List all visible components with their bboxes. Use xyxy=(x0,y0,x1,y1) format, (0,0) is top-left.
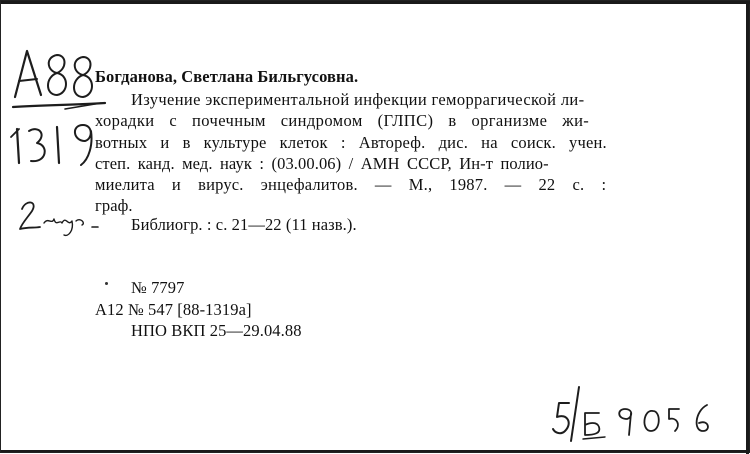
title-line-6: граф. xyxy=(95,196,133,215)
handwritten-copies-note xyxy=(16,197,106,239)
record-number: № 7797 xyxy=(131,278,185,297)
title-line-3: вотных и в культуре клеток : Автореф. дис. на соиск. учен. xyxy=(95,133,607,152)
title-line-5: миелита и вирус. энцефалитов. — М., 1987. — 22 с. : xyxy=(95,175,607,194)
card-bottom-edge xyxy=(1,450,750,452)
author-name: Богданова, Светлана Бильгусовна. xyxy=(95,67,359,86)
ink-dot xyxy=(105,282,108,285)
catalog-code: А12 № 547 [88-1319а] xyxy=(95,300,252,319)
title-line-2: хорадки с почечным синдромом (ГЛПС) в организме жи- xyxy=(95,111,590,130)
bibliography-note: Библиогр. : с. 21—22 (11 назв.). xyxy=(131,215,357,234)
title-line-1: Изучение экспериментальной инфекции геморрагической ли- xyxy=(131,90,585,109)
handwritten-bottom-mark xyxy=(549,385,724,445)
card-top-edge xyxy=(1,1,750,4)
publisher-line: НПО ВКП 25—29.04.88 xyxy=(131,321,302,340)
title-line-4: степ. канд. мед. наук : (03.00.06) / АМН СССР, Ин-т полио- xyxy=(95,154,549,173)
card-right-edge xyxy=(746,1,749,454)
